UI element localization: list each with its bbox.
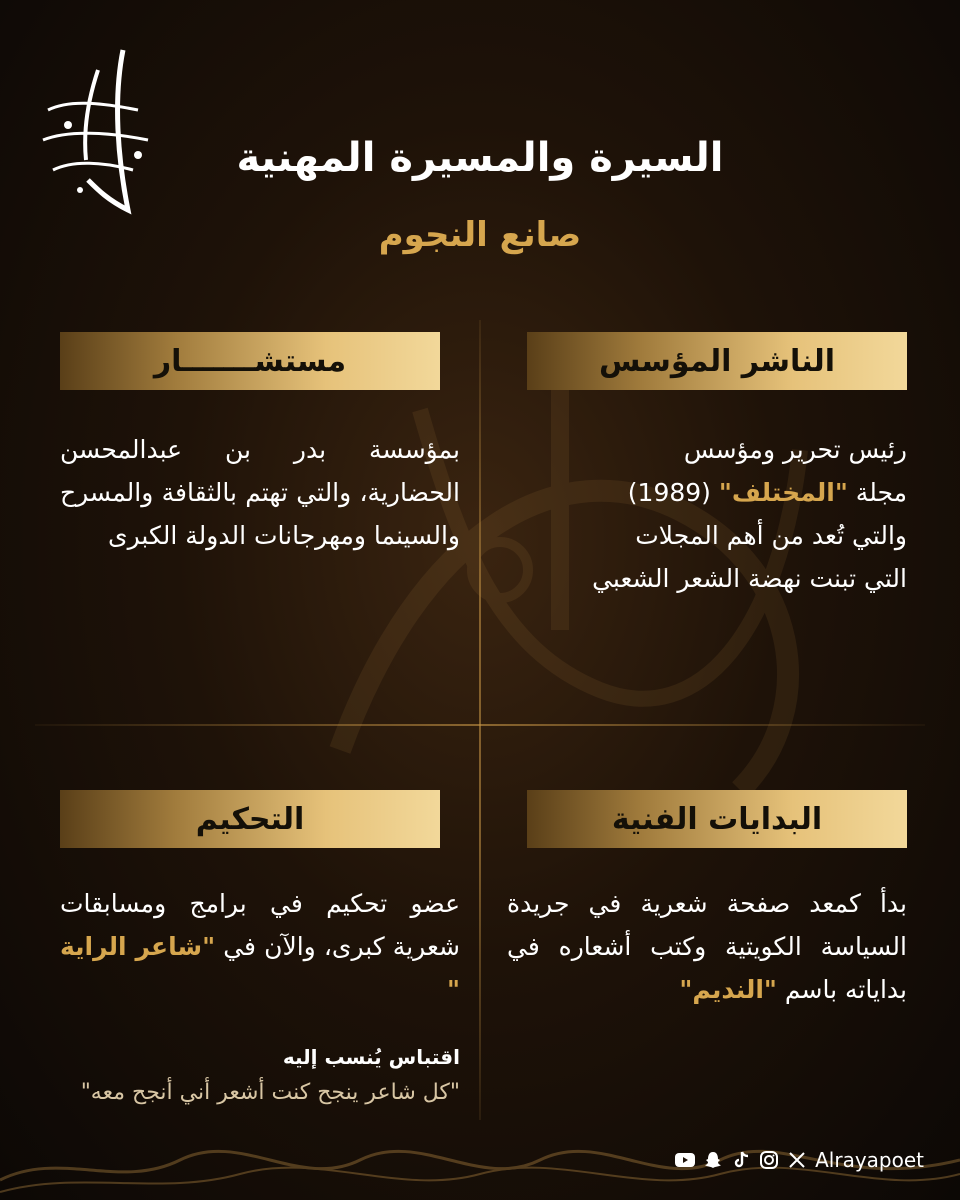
- beginnings-body: بدأ كمعد صفحة شعرية في جريدة السياسة الكويتية وكتب أشعاره في بداياته باسم: [507, 889, 907, 1004]
- founder-text: [507, 428, 907, 600]
- beginnings-pen-name: "النديم": [679, 975, 777, 1004]
- x-icon[interactable]: [787, 1150, 807, 1170]
- quote-title: اقتباس يُنسب إليه: [282, 1045, 460, 1069]
- founder-line-2: [507, 471, 907, 514]
- social-handle[interactable]: Alrayapoet: [815, 1148, 924, 1172]
- beginnings-heading-banner: [527, 790, 907, 848]
- horizontal-divider: [35, 724, 925, 726]
- consultant-text: بمؤسسة بدر بن عبدالمحسن الحضارية، والتي تهتم بالثقافة والمسرح والسينما ومهرجانات الدولة الكبرى: [60, 435, 460, 550]
- judging-program-name: "شاعر الراية ": [60, 932, 460, 1004]
- instagram-icon[interactable]: [759, 1150, 779, 1170]
- founder-heading: الناشر المؤسس: [598, 343, 836, 379]
- founder-line-2-suffix: (1989): [627, 478, 719, 507]
- snapchat-icon[interactable]: [703, 1150, 723, 1170]
- founder-line-2-prefix: مجلة: [847, 478, 907, 507]
- page-title: السيرة والمسيرة المهنية: [236, 135, 724, 181]
- judging-heading: التحكيم: [195, 801, 305, 837]
- founder-heading-banner: [527, 332, 907, 390]
- founder-line-4: التي تبنت نهضة الشعر الشعبي: [592, 564, 907, 593]
- founder-line-3: والتي تُعد من أهم المجلات: [635, 521, 907, 550]
- social-bar: [675, 1148, 924, 1172]
- founder-line-1: رئيس تحرير ومؤسس: [683, 435, 907, 464]
- judging-heading-banner: [60, 790, 440, 848]
- tiktok-icon[interactable]: [731, 1150, 751, 1170]
- quote-text: "كل شاعر ينجح كنت أشعر أني أنجح معه": [80, 1080, 460, 1105]
- judging-body: عضو تحكيم في برامج ومسابقات شعرية كبرى، والآن في: [60, 889, 460, 961]
- youtube-icon[interactable]: [675, 1150, 695, 1170]
- page-subtitle: صانع النجوم: [378, 215, 582, 255]
- alraya-logo: [28, 40, 168, 220]
- judging-text: [60, 882, 460, 1011]
- founder-magazine-name: "المختلف": [718, 478, 848, 507]
- consultant-heading-banner: [60, 332, 440, 390]
- beginnings-heading: البدايات الفنية: [611, 801, 823, 837]
- vertical-divider: [479, 320, 481, 1120]
- beginnings-text: [507, 882, 907, 1011]
- consultant-heading: مستشـــــــار: [153, 343, 347, 379]
